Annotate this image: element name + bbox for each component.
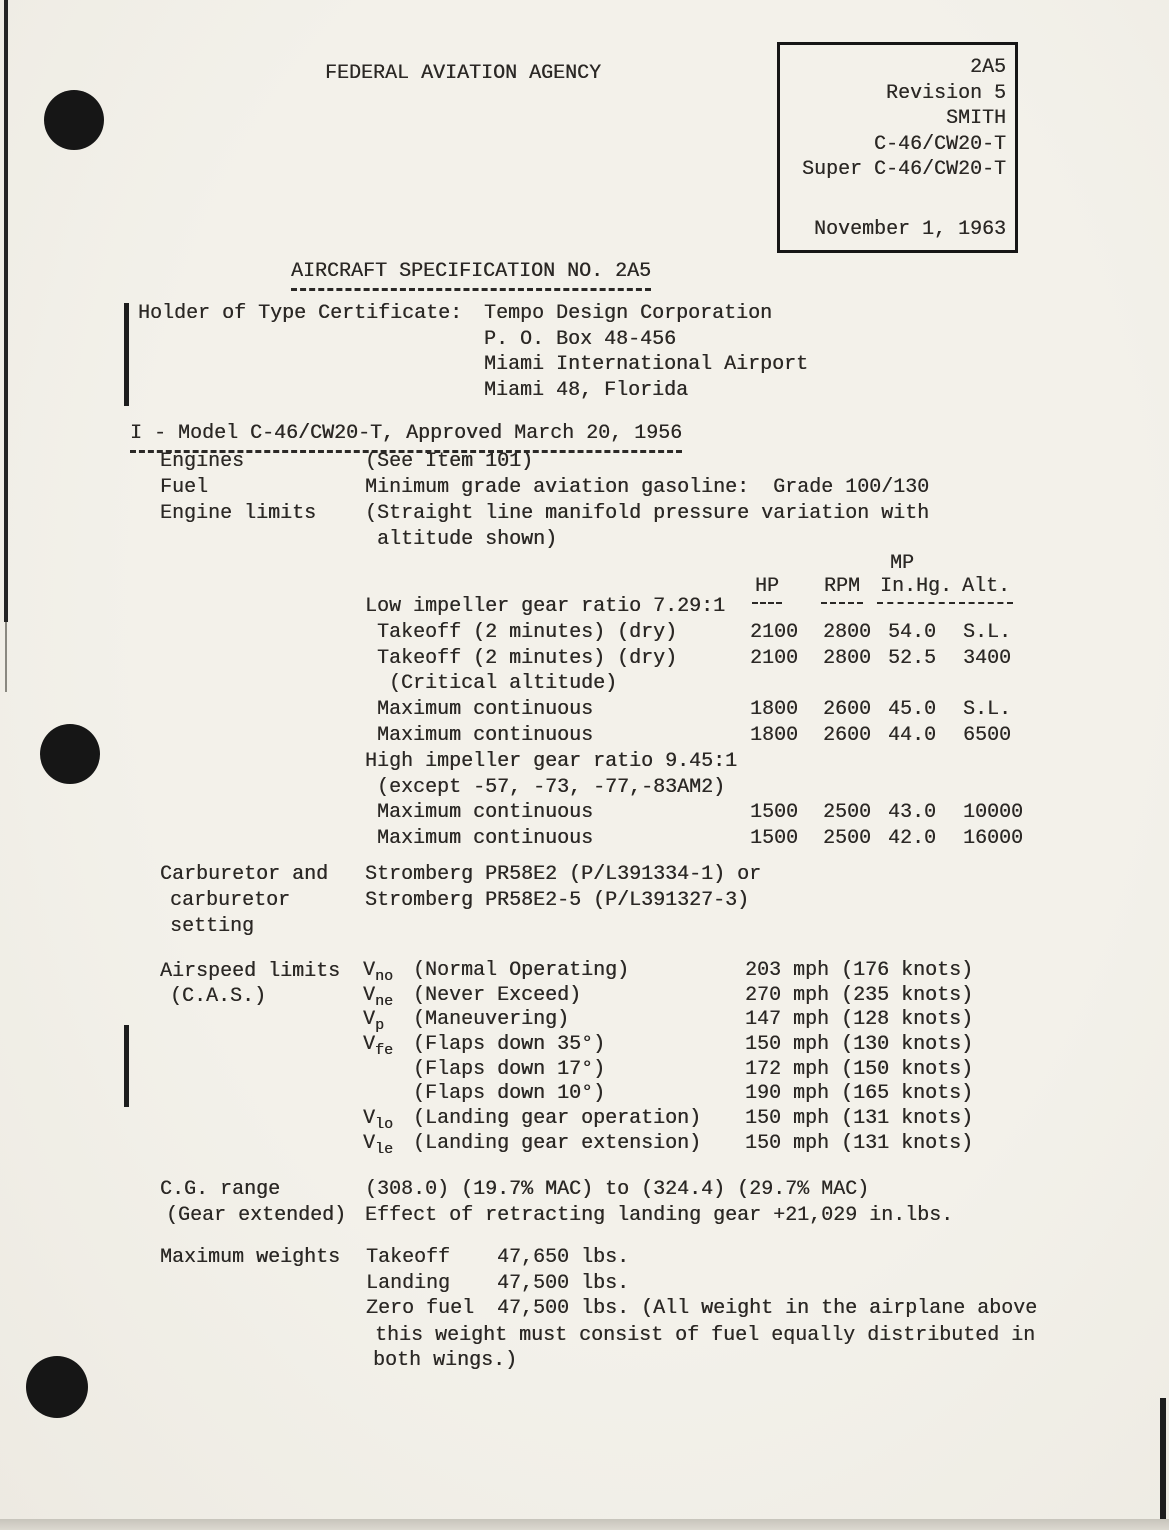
weight-name: Takeoff <box>366 1246 451 1269</box>
cell-hp: 1800 <box>750 698 799 722</box>
airspeed-value: 147 mph (128 knots) <box>745 1008 974 1032</box>
airspeed-value: 270 mph (235 knots) <box>745 983 974 1007</box>
row-label: Maximum continuous <box>365 801 594 825</box>
list-item <box>363 1131 1063 1156</box>
cell-rpm: 2500 <box>823 801 872 825</box>
cell-mp: 54.0 <box>888 620 937 644</box>
list-item <box>363 1106 1063 1134</box>
v-symbol: $V_{lo}$ <box>363 1107 394 1134</box>
v-subscript: p <box>375 1017 385 1035</box>
row-label: (except -57, -73, -77,-83AM2) <box>365 775 726 799</box>
cell-hp: 1500 <box>750 801 799 825</box>
cell-mp: 52.5 <box>888 646 937 670</box>
cell-hp: 2100 <box>750 646 799 670</box>
punch-hole-bottom <box>26 1356 88 1418</box>
holder-address-line: Miami 48, Florida <box>484 379 689 402</box>
cell-alt: 3400 <box>963 646 1012 670</box>
row-label: Takeoff (2 minutes) (dry) <box>365 646 678 670</box>
cell-alt: 6500 <box>963 723 1012 747</box>
v-subscript: ne <box>375 992 394 1010</box>
airspeed-value: 190 mph (165 knots) <box>745 1082 974 1106</box>
table-header-inhg: In.Hg. <box>877 574 955 604</box>
doc-title: AIRCRAFT SPECIFICATION NO. 2A5 <box>291 259 651 291</box>
engine-limits-table <box>0 594 1169 852</box>
weight-value: 47,500 lbs. <box>497 1272 630 1295</box>
cell-alt: 10000 <box>963 801 1024 825</box>
airspeed-value: 150 mph (131 knots) <box>745 1107 974 1131</box>
spec-label-engine-limits: Engine limits <box>160 502 317 525</box>
airspeed-desc: (Normal Operating) <box>413 959 630 982</box>
holder-address-line: Miami International Airport <box>484 353 809 376</box>
cell-rpm: 2500 <box>823 827 872 851</box>
punch-hole-top <box>44 90 104 150</box>
weight-value: 47,650 lbs. <box>497 1246 630 1269</box>
agency-title: FEDERAL AVIATION AGENCY <box>325 62 602 85</box>
stamp-line: Super C-46/CW20-T <box>801 158 1006 181</box>
cell-alt: S.L. <box>963 698 1012 722</box>
airspeed-desc: (Landing gear operation) <box>413 1107 702 1131</box>
carburetor-label-3: setting <box>170 915 255 938</box>
weight-name: Landing <box>366 1272 451 1295</box>
cell-rpm: 2600 <box>823 723 872 747</box>
cg-label-1: C.G. range <box>160 1178 281 1201</box>
cell-mp: 45.0 <box>888 698 937 722</box>
stamp-box <box>777 42 1018 253</box>
airspeed-desc: (Flaps down 10°) <box>413 1082 606 1106</box>
list-item <box>363 983 1063 1008</box>
row-label: High impeller gear ratio 9.45:1 <box>365 749 738 773</box>
row-label: Takeoff (2 minutes) (dry) <box>365 620 678 644</box>
weights-note-line: this weight must consist of fuel equally distributed in <box>375 1324 1036 1347</box>
table-row <box>0 594 1169 620</box>
list-item <box>363 1032 1063 1060</box>
airspeed-table <box>363 958 1063 1156</box>
table-row <box>0 800 1169 826</box>
scan-edge-right <box>1160 1398 1166 1530</box>
list-item <box>363 1081 1063 1106</box>
v-subscript: no <box>375 968 394 985</box>
table-row <box>0 671 1169 697</box>
airspeed-label: Airspeed limits <box>160 960 341 983</box>
spec-value-fuel: Minimum grade aviation gasoline: Grade 100/130 <box>365 476 930 499</box>
row-label: Low impeller gear ratio 7.29:1 <box>365 595 726 618</box>
row-label: Maximum continuous <box>365 698 594 722</box>
airspeed-value: 203 mph (176 knots) <box>745 959 974 982</box>
table-row <box>0 697 1169 723</box>
table-row <box>0 749 1169 775</box>
holder-label: Holder of Type Certificate: <box>138 302 463 325</box>
airspeed-desc: (Landing gear extension) <box>413 1131 702 1155</box>
cell-alt: S.L. <box>963 620 1012 644</box>
cg-label-2: (Gear extended) <box>166 1204 347 1227</box>
weights-label: Maximum weights <box>160 1246 341 1269</box>
spec-label-fuel: Fuel <box>160 476 209 499</box>
table-header-hp: HP <box>752 574 782 604</box>
carburetor-label-1: Carburetor and <box>160 863 329 886</box>
stamp-line: C-46/CW20-T <box>873 132 1006 156</box>
row-label: (Critical altitude) <box>365 672 618 696</box>
airspeed-value: 172 mph (150 knots) <box>745 1057 974 1081</box>
table-row <box>0 775 1169 801</box>
cell-hp: 1500 <box>750 827 799 851</box>
stamp-line: 2A5 <box>969 56 1006 79</box>
stamp-line: Revision 5 <box>885 81 1006 105</box>
spec-label-engines: Engines <box>160 450 245 473</box>
spec-value-engine-limits-1: (Straight line manifold pressure variation with <box>365 502 930 525</box>
cell-alt: 16000 <box>963 827 1024 851</box>
table-row <box>0 826 1169 852</box>
weight-name: Zero fuel <box>366 1297 475 1320</box>
list-item <box>363 958 1063 983</box>
cell-mp: 44.0 <box>888 723 937 747</box>
holder-address-line: P. O. Box 48-456 <box>484 328 677 351</box>
spec-value-engines: (See Item 101) <box>365 450 534 473</box>
carburetor-label-2: carburetor <box>170 889 291 912</box>
weight-value: 47,500 lbs. (All weight in the airplane above <box>497 1297 1038 1320</box>
airspeed-desc: (Flaps down 35°) <box>413 1033 606 1057</box>
v-subscript: le <box>375 1140 394 1158</box>
cell-mp: 42.0 <box>888 827 937 851</box>
spec-value-engine-limits-2: altitude shown) <box>365 528 558 551</box>
cg-value-2: Effect of retracting landing gear +21,029 in.lbs. <box>365 1204 954 1227</box>
airspeed-desc: (Flaps down 17°) <box>413 1057 606 1081</box>
airspeed-desc: (Never Exceed) <box>413 983 582 1007</box>
cell-hp: 1800 <box>750 723 799 747</box>
cg-value-1: (308.0) (19.7% MAC) to (324.4) (29.7% MAC) <box>365 1178 870 1201</box>
v-symbol: $V_{fe}$ <box>363 1033 394 1060</box>
row-label: Maximum continuous <box>365 723 594 747</box>
carburetor-value-2: Stromberg PR58E2-5 (P/L391327-3) <box>365 889 750 912</box>
table-row <box>0 646 1169 672</box>
revision-bar-holder <box>124 303 129 406</box>
table-row <box>0 723 1169 749</box>
revision-bar-airspeed <box>124 1025 129 1107</box>
cell-mp: 43.0 <box>888 801 937 825</box>
weights-note-line: both wings.) <box>373 1349 518 1372</box>
scan-edge-bottom <box>0 1519 1169 1530</box>
table-header-mp-group: MP <box>890 552 915 575</box>
table-header-alt: Alt. <box>959 574 1013 604</box>
list-item <box>363 1007 1063 1035</box>
airspeed-sublabel: (C.A.S.) <box>170 985 267 1008</box>
holder-name: Tempo Design Corporation <box>484 302 773 325</box>
v-symbol: $V_{no}$ <box>363 959 394 985</box>
cell-rpm: 2600 <box>823 698 872 722</box>
stamp-date: November 1, 1963 <box>813 217 1006 241</box>
scan-edge-left <box>4 0 8 622</box>
cell-rpm: 2800 <box>823 646 872 670</box>
v-symbol: $V_{ne}$ <box>363 983 394 1010</box>
table-row <box>0 620 1169 646</box>
cell-hp: 2100 <box>750 620 799 644</box>
model-heading: I - Model C-46/CW20-T, Approved March 20, 1956 <box>130 421 682 453</box>
list-item <box>363 1057 1063 1082</box>
v-subscript: fe <box>375 1042 394 1060</box>
v-symbol: $V_{le}$ <box>363 1131 394 1158</box>
v-subscript: lo <box>375 1116 394 1134</box>
cell-rpm: 2800 <box>823 620 872 644</box>
stamp-line: SMITH <box>945 107 1006 130</box>
airspeed-desc: (Maneuvering) <box>413 1008 570 1032</box>
airspeed-value: 150 mph (130 knots) <box>745 1033 974 1057</box>
v-symbol: $V_p$ <box>363 1008 385 1035</box>
table-header-rpm: RPM <box>821 574 863 604</box>
airspeed-value: 150 mph (131 knots) <box>745 1131 974 1155</box>
row-label: Maximum continuous <box>365 827 594 851</box>
carburetor-value-1: Stromberg PR58E2 (P/L391334-1) or <box>365 863 762 886</box>
